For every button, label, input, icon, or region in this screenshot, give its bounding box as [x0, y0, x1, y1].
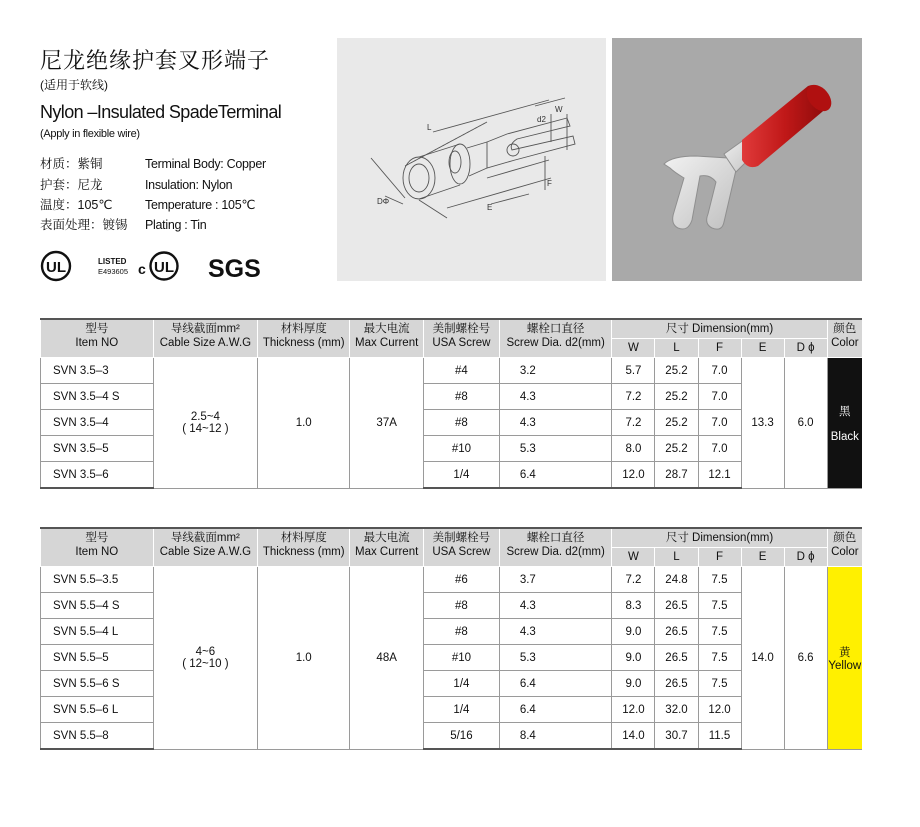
f-cell: 7.0 — [698, 410, 741, 436]
item-no-cell: SVN 5.5–5 — [41, 645, 154, 671]
usa-screw-cell: #8 — [424, 410, 500, 436]
item-no-cell: SVN 3.5–4 — [41, 410, 154, 436]
header-cable-size: 导线截面mm² Cable Size A.W.G — [153, 319, 257, 358]
f-cell: 7.5 — [698, 619, 741, 645]
usa-screw-cell: 1/4 — [424, 462, 500, 489]
w-cell: 9.0 — [612, 645, 655, 671]
thickness-cell: 1.0 — [258, 567, 350, 750]
subtitle-english: (Apply in flexible wire) — [40, 128, 140, 140]
usa-screw-cell: #10 — [424, 436, 500, 462]
cable-size-cell: 2.5~4 ( 14~12 ) — [153, 358, 257, 489]
item-no-cell: SVN 3.5–4 S — [41, 384, 154, 410]
screw-dia-cell: 4.3 — [499, 619, 612, 645]
item-no-cell: SVN 5.5–4 S — [41, 593, 154, 619]
spade-terminal-drawing-icon — [337, 38, 606, 281]
ul-logo-icon — [42, 252, 70, 280]
screw-dia-cell: 6.4 — [499, 462, 612, 489]
header-e: E — [741, 548, 784, 567]
item-no-cell: SVN 3.5–3 — [41, 358, 154, 384]
svg-text:UL: UL — [154, 259, 174, 276]
svg-text:UL: UL — [46, 259, 66, 276]
spec-label-cn: 表面处理：镀锡 — [40, 218, 128, 232]
item-no-cell: SVN 5.5–4 L — [41, 619, 154, 645]
dim-w-label: W — [555, 105, 563, 114]
header-dimension: 尺寸 Dimension(mm) — [612, 528, 827, 548]
dim-f-label: F — [547, 179, 552, 188]
usa-screw-cell: #4 — [424, 358, 500, 384]
product-photo — [612, 38, 862, 281]
header-f: F — [698, 548, 741, 567]
spec-row-insulation — [40, 175, 232, 193]
l-cell: 26.5 — [655, 619, 698, 645]
w-cell: 9.0 — [612, 671, 655, 697]
spec-table-3-5 — [40, 318, 862, 489]
item-no-cell: SVN 5.5–3.5 — [41, 567, 154, 593]
w-cell: 8.3 — [612, 593, 655, 619]
f-cell: 7.5 — [698, 671, 741, 697]
header-d: D ϕ — [784, 548, 827, 567]
dim-e-label: E — [487, 203, 493, 212]
spec-row-material — [40, 154, 266, 172]
dim-d2-label: d2 — [537, 115, 546, 124]
listed-mark — [98, 257, 128, 276]
f-cell: 12.1 — [698, 462, 741, 489]
header-cable-size: 导线截面mm² Cable Size A.W.G — [153, 528, 257, 567]
header-item-no: 型号 Item NO — [41, 319, 154, 358]
l-cell: 25.2 — [655, 410, 698, 436]
technical-diagram — [337, 38, 606, 281]
usa-screw-cell: 5/16 — [424, 723, 500, 750]
l-cell: 25.2 — [655, 436, 698, 462]
sgs-logo-icon: SGS — [208, 255, 261, 282]
header-item-no: 型号 Item NO — [41, 528, 154, 567]
l-cell: 25.2 — [655, 384, 698, 410]
w-cell: 12.0 — [612, 697, 655, 723]
w-cell: 7.2 — [612, 384, 655, 410]
screw-dia-cell: 4.3 — [499, 593, 612, 619]
header-color: 颜色 Color — [827, 528, 862, 567]
item-no-cell: SVN 3.5–5 — [41, 436, 154, 462]
spec-label-cn: 温度：105℃ — [40, 198, 113, 212]
cable-size-cell: 4~6 ( 12~10 ) — [153, 567, 257, 750]
spec-row-temperature — [40, 195, 255, 213]
header-l: L — [655, 548, 698, 567]
thickness-cell: 1.0 — [258, 358, 350, 489]
table-row — [41, 567, 863, 593]
dim-dphi-label: DΦ — [377, 197, 390, 206]
header-w: W — [612, 339, 655, 358]
f-cell: 7.0 — [698, 436, 741, 462]
l-cell: 26.5 — [655, 593, 698, 619]
header-f: F — [698, 339, 741, 358]
d-cell: 6.0 — [784, 358, 827, 489]
header-max-current: 最大电流 Max Current — [350, 319, 424, 358]
header-color: 颜色 Color — [827, 319, 862, 358]
color-swatch-black: 黑 Black — [827, 358, 862, 489]
d-cell: 6.6 — [784, 567, 827, 750]
screw-dia-cell: 4.3 — [499, 410, 612, 436]
cul-logo-icon — [138, 253, 178, 280]
header-max-current: 最大电流 Max Current — [350, 528, 424, 567]
f-cell: 12.0 — [698, 697, 741, 723]
usa-screw-cell: 1/4 — [424, 671, 500, 697]
w-cell: 8.0 — [612, 436, 655, 462]
e-cell: 14.0 — [741, 567, 784, 750]
header-e: E — [741, 339, 784, 358]
listed-text: LISTED — [98, 257, 127, 266]
w-cell: 7.2 — [612, 410, 655, 436]
screw-dia-cell: 6.4 — [499, 697, 612, 723]
usa-screw-cell: 1/4 — [424, 697, 500, 723]
color-swatch-yellow: 黄 Yellow — [827, 567, 862, 750]
usa-screw-cell: #8 — [424, 593, 500, 619]
header-dimension: 尺寸 Dimension(mm) — [612, 319, 827, 339]
header-usa-screw: 美制螺栓号 USA Screw — [424, 528, 500, 567]
f-cell: 7.0 — [698, 358, 741, 384]
usa-screw-cell: #10 — [424, 645, 500, 671]
spec-label-cn: 材质：紫铜 — [40, 157, 103, 171]
e-cell: 13.3 — [741, 358, 784, 489]
subtitle-chinese: (适用于软线) — [40, 78, 108, 92]
header-screw-dia: 螺栓口直径 Screw Dia. d2(mm) — [499, 528, 612, 567]
f-cell: 11.5 — [698, 723, 741, 750]
spec-table-5-5 — [40, 527, 862, 750]
w-cell: 5.7 — [612, 358, 655, 384]
listed-number: E493605 — [98, 267, 129, 276]
screw-dia-cell: 3.7 — [499, 567, 612, 593]
item-no-cell: SVN 3.5–6 — [41, 462, 154, 489]
spec-row-plating — [40, 215, 206, 233]
title-chinese: 尼龙绝缘护套叉形端子 — [40, 48, 271, 73]
item-no-cell: SVN 5.5–6 S — [41, 671, 154, 697]
certification-logos — [40, 250, 280, 282]
header-thickness: 材料厚度 Thickness (mm) — [258, 528, 350, 567]
l-cell: 25.2 — [655, 358, 698, 384]
header-usa-screw: 美制螺栓号 USA Screw — [424, 319, 500, 358]
screw-dia-cell: 5.3 — [499, 645, 612, 671]
screw-dia-cell: 3.2 — [499, 358, 612, 384]
max-current-cell: 48A — [350, 567, 424, 750]
header-l: L — [655, 339, 698, 358]
screw-dia-cell: 8.4 — [499, 723, 612, 750]
usa-screw-cell: #8 — [424, 619, 500, 645]
item-no-cell: SVN 5.5–8 — [41, 723, 154, 750]
f-cell: 7.0 — [698, 384, 741, 410]
red-spade-terminal-image — [612, 38, 862, 281]
spec-label-en: Terminal Body: Copper — [145, 157, 266, 171]
l-cell: 28.7 — [655, 462, 698, 489]
spec-label-en: Temperature : 105℃ — [145, 198, 256, 212]
usa-screw-cell: #6 — [424, 567, 500, 593]
dim-l-label: L — [427, 123, 432, 132]
l-cell: 24.8 — [655, 567, 698, 593]
l-cell: 32.0 — [655, 697, 698, 723]
screw-dia-cell: 5.3 — [499, 436, 612, 462]
header-thickness: 材料厚度 Thickness (mm) — [258, 319, 350, 358]
l-cell: 26.5 — [655, 645, 698, 671]
header-screw-dia: 螺栓口直径 Screw Dia. d2(mm) — [499, 319, 612, 358]
w-cell: 12.0 — [612, 462, 655, 489]
header-d: D ϕ — [784, 339, 827, 358]
usa-screw-cell: #8 — [424, 384, 500, 410]
l-cell: 26.5 — [655, 671, 698, 697]
spec-label-cn: 护套：尼龙 — [40, 178, 103, 192]
screw-dia-cell: 4.3 — [499, 384, 612, 410]
c-mark: c — [138, 261, 146, 277]
table-row — [41, 358, 863, 384]
max-current-cell: 37A — [350, 358, 424, 489]
spec-label-en: Insulation: Nylon — [145, 178, 233, 192]
f-cell: 7.5 — [698, 593, 741, 619]
w-cell: 14.0 — [612, 723, 655, 750]
header-w: W — [612, 548, 655, 567]
l-cell: 30.7 — [655, 723, 698, 750]
item-no-cell: SVN 5.5–6 L — [41, 697, 154, 723]
f-cell: 7.5 — [698, 567, 741, 593]
w-cell: 7.2 — [612, 567, 655, 593]
w-cell: 9.0 — [612, 619, 655, 645]
certification-logos-art — [40, 250, 280, 282]
title-english: Nylon –Insulated SpadeTerminal — [40, 102, 282, 122]
spec-label-en: Plating : Tin — [145, 218, 207, 232]
f-cell: 7.5 — [698, 645, 741, 671]
screw-dia-cell: 6.4 — [499, 671, 612, 697]
